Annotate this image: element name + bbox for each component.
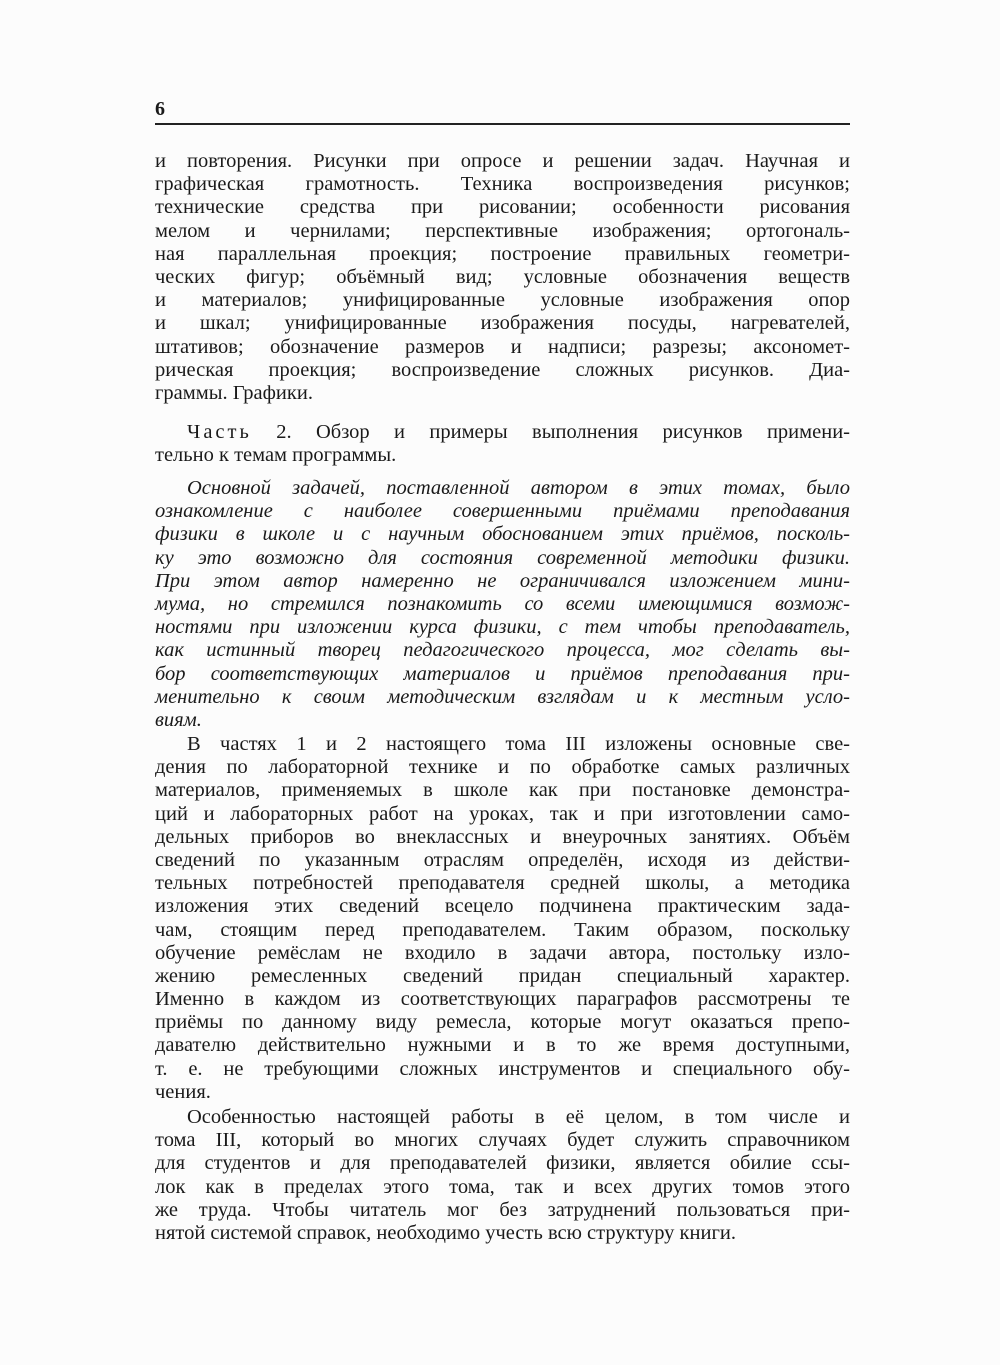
text-line: ку это возможно для состояния современной методики физики.: [155, 546, 850, 569]
paragraph: [155, 1106, 850, 1245]
paragraph: [155, 477, 850, 732]
text-line: давателю действительно нужными и в то же время доступными,: [155, 1034, 850, 1057]
text-line: В частях 1 и 2 настоящего тома III изложены основные све-: [187, 733, 850, 755]
text-line: Именно в каждом из соответствующих параграфов рассмотрены те: [155, 988, 850, 1011]
paragraph: [155, 150, 850, 405]
text-line: обучение ремёслам не входило в задачи автора, постольку изло-: [155, 941, 850, 964]
page-number: 6: [155, 98, 165, 120]
text-line: жению ремесленных сведений придан специальный характер.: [155, 964, 850, 987]
text-line: виям.: [155, 708, 202, 731]
text-line: штативов; обозначение размеров и надписи; разрезы; аксономет-: [155, 335, 850, 358]
text-line: нятой системой справок, необходимо учесть всю структуру книги.: [155, 1221, 736, 1244]
text-line: и шкал; унифицированные изображения посуды, нагревателей,: [155, 312, 850, 335]
text-line: физики в школе и с научным обоснованием этих приёмов, посколь-: [155, 523, 850, 546]
text-line: материалов, применяемых в школе как при постановке демонстра-: [155, 779, 850, 802]
text-line: чам, стоящим перед преподавателем. Таким образом, поскольку: [155, 918, 850, 941]
text-line: чения.: [155, 1080, 211, 1103]
text-line: ностями при изложении курса физики, с тем чтобы преподаватель,: [155, 616, 850, 639]
paragraph: [155, 733, 850, 1104]
text-line-rest: 2. Обзор и примеры выполнения рисунков примени-: [251, 421, 850, 443]
text-line: мума, но стремился познакомить со всеми имеющимися возмож-: [155, 592, 850, 615]
text-line: Основной задачей, поставленной автором в этих томах, было: [187, 477, 850, 499]
text-line: дельных приборов во внеклассных и внеурочных занятиях. Объём: [155, 825, 850, 848]
text-line: менительно к своим методическим взглядам и к местным усло-: [155, 685, 850, 708]
text-line: При этом автор намеренно не ограничивался изложением мини-: [155, 569, 850, 592]
text-line: тельных потребностей преподавателя средней школы, а методика: [155, 872, 850, 895]
text-line: граммы. Графики.: [155, 381, 313, 404]
part-label: Часть: [187, 421, 252, 443]
text-line: бор соответствующих материалов и приёмов преподавания при-: [155, 662, 850, 685]
text-line: рическая проекция; воспроизведение сложных рисунков. Диа-: [155, 358, 850, 381]
text-line: дения по лабораторной технике и по обработке самых различных: [155, 756, 850, 779]
text-line: ческих фигур; объёмный вид; условные обозначения веществ: [155, 265, 850, 288]
text-line: т. е. не требующими сложных инструментов и специального обу-: [155, 1057, 850, 1080]
text-line: технические средства при рисовании; особенности рисования: [155, 196, 850, 219]
text-line: графическая грамотность. Техника воспроизведения рисунков;: [155, 173, 850, 196]
text-line: Особенностью настоящей работы в её целом, в том числе и: [187, 1106, 850, 1128]
text-line: ная параллельная проекция; построение правильных геометри-: [155, 242, 850, 265]
text-line: изложения этих сведений всецело подчинена практическим зада-: [155, 895, 850, 918]
text-line: сведений по указанным отраслям определён, исходя из действи-: [155, 848, 850, 871]
text-line: приёмы по данному виду ремесла, которые могут оказаться препо-: [155, 1011, 850, 1034]
text-line: лок как в пределах этого тома, так и всех других томов этого: [155, 1175, 850, 1198]
text-line: ознакомление с наиболее совершенными приёмами преподавания: [155, 500, 850, 523]
header-rule: [155, 123, 850, 125]
text-line: мелом и чернилами; перспективные изображения; ортогональ-: [155, 219, 850, 242]
text-line: же труда. Чтобы читатель мог без затруднений пользоваться при-: [155, 1198, 850, 1221]
text-line: [155, 421, 850, 444]
text-line: тельно к темам программы.: [155, 444, 397, 467]
text-line: как истинный творец педагогического процесса, мог сделать вы-: [155, 639, 850, 662]
text-line: и материалов; унифицированные условные изображения опор: [155, 289, 850, 312]
text-line: ций и лабораторных работ на уроках, так и при изготовлении само-: [155, 802, 850, 825]
text-line: для студентов и для преподавателей физики, является обилие ссы-: [155, 1152, 850, 1175]
text-line: тома III, который во многих случаях будет служить справочником: [155, 1129, 850, 1152]
paragraph: [155, 421, 850, 467]
text-line: и повторения. Рисунки при опросе и решении задач. Научная и: [155, 150, 850, 172]
